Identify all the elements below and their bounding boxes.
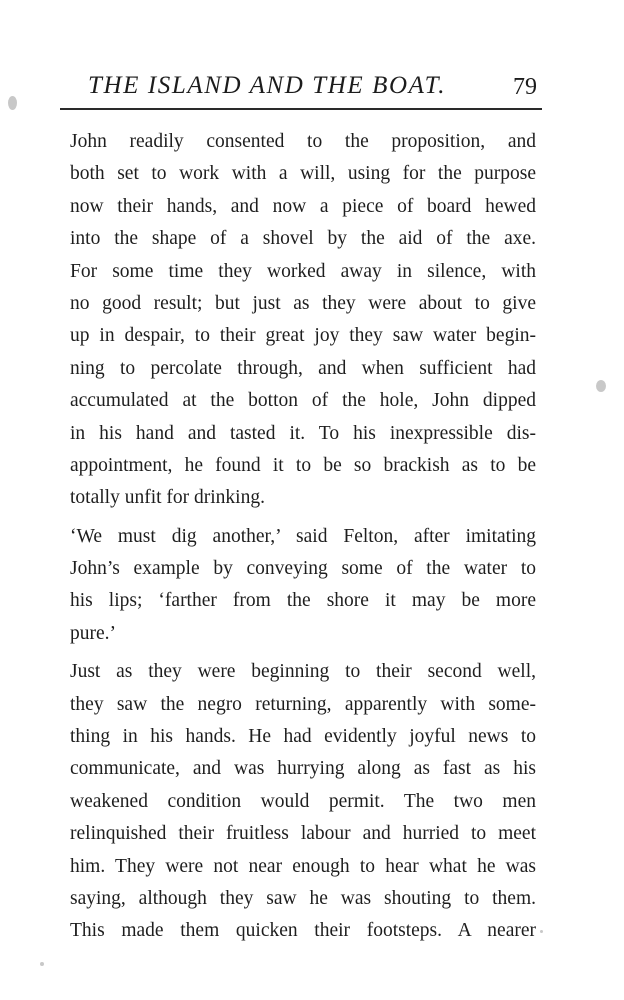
text-line: John’s example by conveying some of the water to bbox=[70, 558, 536, 580]
text-line: appointment, he found it to be so brackish as to be bbox=[70, 454, 536, 476]
body-text bbox=[70, 126, 536, 948]
paper-speck bbox=[596, 380, 606, 392]
header-rule bbox=[60, 108, 542, 110]
text-line: pure.’ bbox=[70, 622, 117, 644]
text-line: saying, although they saw he was shouting to them. bbox=[70, 887, 536, 909]
text-line: ning to percolate through, and when sufficient had bbox=[70, 357, 536, 379]
text-line: accumulated at the botton of the hole, John dipped bbox=[70, 390, 536, 412]
text-line: into the shape of a shovel by the aid of the axe. bbox=[70, 228, 536, 250]
paper-speck bbox=[540, 930, 543, 933]
text-line: in his hand and tasted it. To his inexpressible dis- bbox=[70, 422, 536, 444]
text-line: totally unfit for drinking. bbox=[70, 487, 265, 509]
page-number: 79 bbox=[513, 74, 537, 100]
text-line: Just as they were beginning to their second well, bbox=[70, 661, 536, 683]
text-line: thing in his hands. He had evidently joyful news to bbox=[70, 726, 536, 748]
running-head: THE ISLAND AND THE BOAT. bbox=[88, 72, 447, 99]
text-line: no good result; but just as they were about to give bbox=[70, 292, 536, 314]
text-line: communicate, and was hurrying along as fast as his bbox=[70, 758, 536, 780]
text-line: weakened condition would permit. The two men bbox=[70, 790, 536, 812]
text-line: This made them quicken their footsteps. A nearer bbox=[70, 920, 536, 942]
text-line: For some time they worked away in silence, with bbox=[70, 260, 536, 282]
text-line: up in despair, to their great joy they saw water begin- bbox=[70, 325, 536, 347]
text-line: relinquished their fruitless labour and hurried to meet bbox=[70, 823, 536, 845]
text-line: him. They were not near enough to hear what he was bbox=[70, 855, 536, 877]
paper-speck bbox=[40, 962, 44, 966]
text-line: now their hands, and now a piece of board hewed bbox=[70, 195, 536, 217]
text-line: both set to work with a will, using for the purpose bbox=[70, 163, 536, 185]
text-line: his lips; ‘farther from the shore it may be more bbox=[70, 590, 536, 612]
page-header bbox=[70, 68, 545, 104]
paper-speck bbox=[8, 96, 17, 110]
text-line: John readily consented to the proposition, and bbox=[70, 131, 536, 152]
text-line: ‘We must dig another,’ said Felton, after imitating bbox=[70, 525, 536, 547]
text-line: they saw the negro returning, apparently with some- bbox=[70, 693, 536, 715]
